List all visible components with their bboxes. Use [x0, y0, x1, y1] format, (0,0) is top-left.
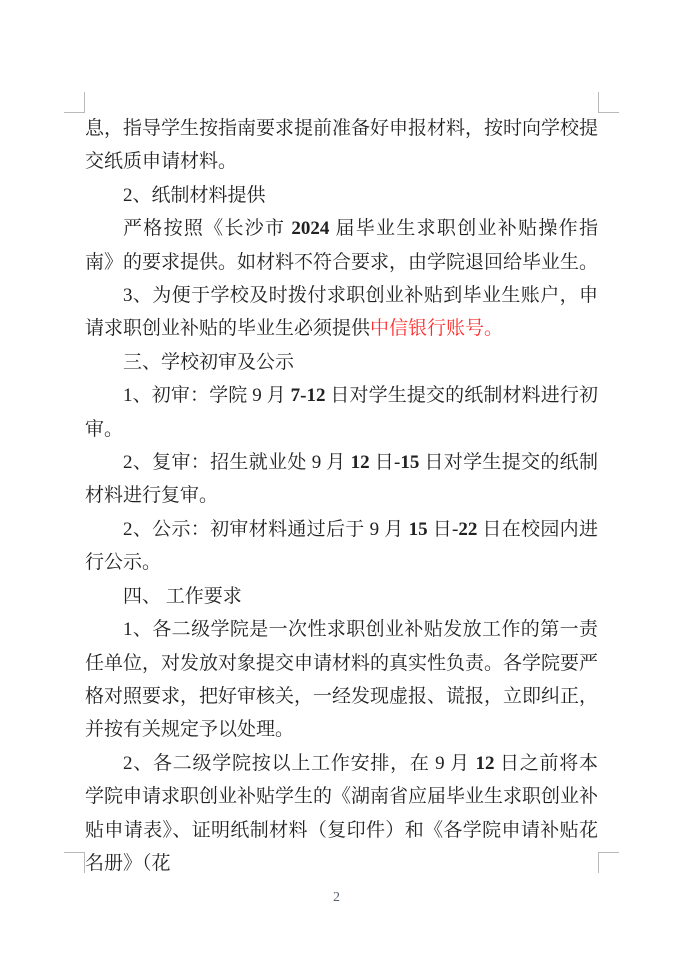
text-boundary-mark-top-left — [64, 92, 85, 113]
paragraph — [85, 613, 598, 747]
paragraph — [85, 279, 598, 346]
paragraph — [85, 513, 598, 580]
paragraph — [85, 179, 598, 212]
text-run: 1、初审：学院 9 月 — [123, 385, 291, 407]
text-run: 日对学生提交的纸制材料进行复审。 — [85, 452, 598, 507]
text-run: 2、各二级学院按以上工作安排，在 9 月 — [123, 752, 476, 774]
text-run: 四、 工作要求 — [123, 585, 242, 607]
text-run: 2、复审：招生就业处 9 月 — [123, 452, 351, 474]
text-run: 2、公示：初审材料通过后于 9 月 — [123, 518, 409, 540]
text-boundary-mark-bottom-right — [598, 852, 619, 873]
page-number: 2 — [333, 890, 340, 905]
paragraph — [85, 346, 598, 379]
text-boundary-mark-top-right — [598, 92, 619, 113]
text-run: 1、各二级学院是一次性求职创业补贴发放工作的第一责任单位，对发放对象提交申请材料的真实性负责。各学院要严格对照要求，把好审核关，一经发现虚报、谎报，立即纠正，并按有关规定予以处理。 — [85, 619, 599, 741]
paragraph — [85, 446, 598, 513]
emphasis-red-text-run: 中信银行账号。 — [370, 318, 504, 340]
text-run: 严格按照《长沙市 — [123, 218, 292, 240]
text-run: 日对学生提交的纸制材料进行初审。 — [85, 385, 598, 440]
document-body — [85, 112, 598, 880]
paragraph — [85, 212, 598, 279]
text-run: 12 — [350, 452, 370, 474]
paragraph — [85, 379, 598, 446]
text-run: 日- — [369, 452, 401, 474]
paragraph — [85, 747, 598, 881]
text-run: 日- — [427, 518, 459, 540]
text-run: 日之前将本学院申请求职创业补贴学生的《湖南省应届毕业生求职创业补贴申请表》、证明纸制材料（复印件）和《各学院申请补贴花名册》（花 — [85, 752, 599, 874]
text-run: 届毕业生求职创业补贴操作指南》的要求提供。如材料不符合要求，由学院退回给毕业生。 — [85, 218, 599, 273]
text-run: 12 — [475, 752, 495, 774]
text-run: 2、纸制材料提供 — [123, 184, 266, 206]
text-run: 7-12 — [290, 385, 326, 407]
text-run: 3、为便于学校及时拨付求职创业补贴到毕业生账户，申请求职创业补贴的毕业生必须提供 — [85, 285, 598, 340]
text-boundary-mark-bottom-left — [64, 852, 85, 873]
text-run: 15 — [408, 518, 428, 540]
text-run: 22 — [458, 518, 478, 540]
text-run: 2024 — [291, 218, 330, 240]
paragraph — [85, 112, 598, 179]
text-run: 15 — [400, 452, 420, 474]
text-run: 息，指导学生按指南要求提前准备好申报材料，按时向学校提交纸质申请材料。 — [85, 118, 599, 173]
paragraph — [85, 580, 598, 613]
text-run: 日在校园内进行公示。 — [85, 518, 598, 574]
text-run: 三、学校初审及公示 — [123, 351, 295, 373]
